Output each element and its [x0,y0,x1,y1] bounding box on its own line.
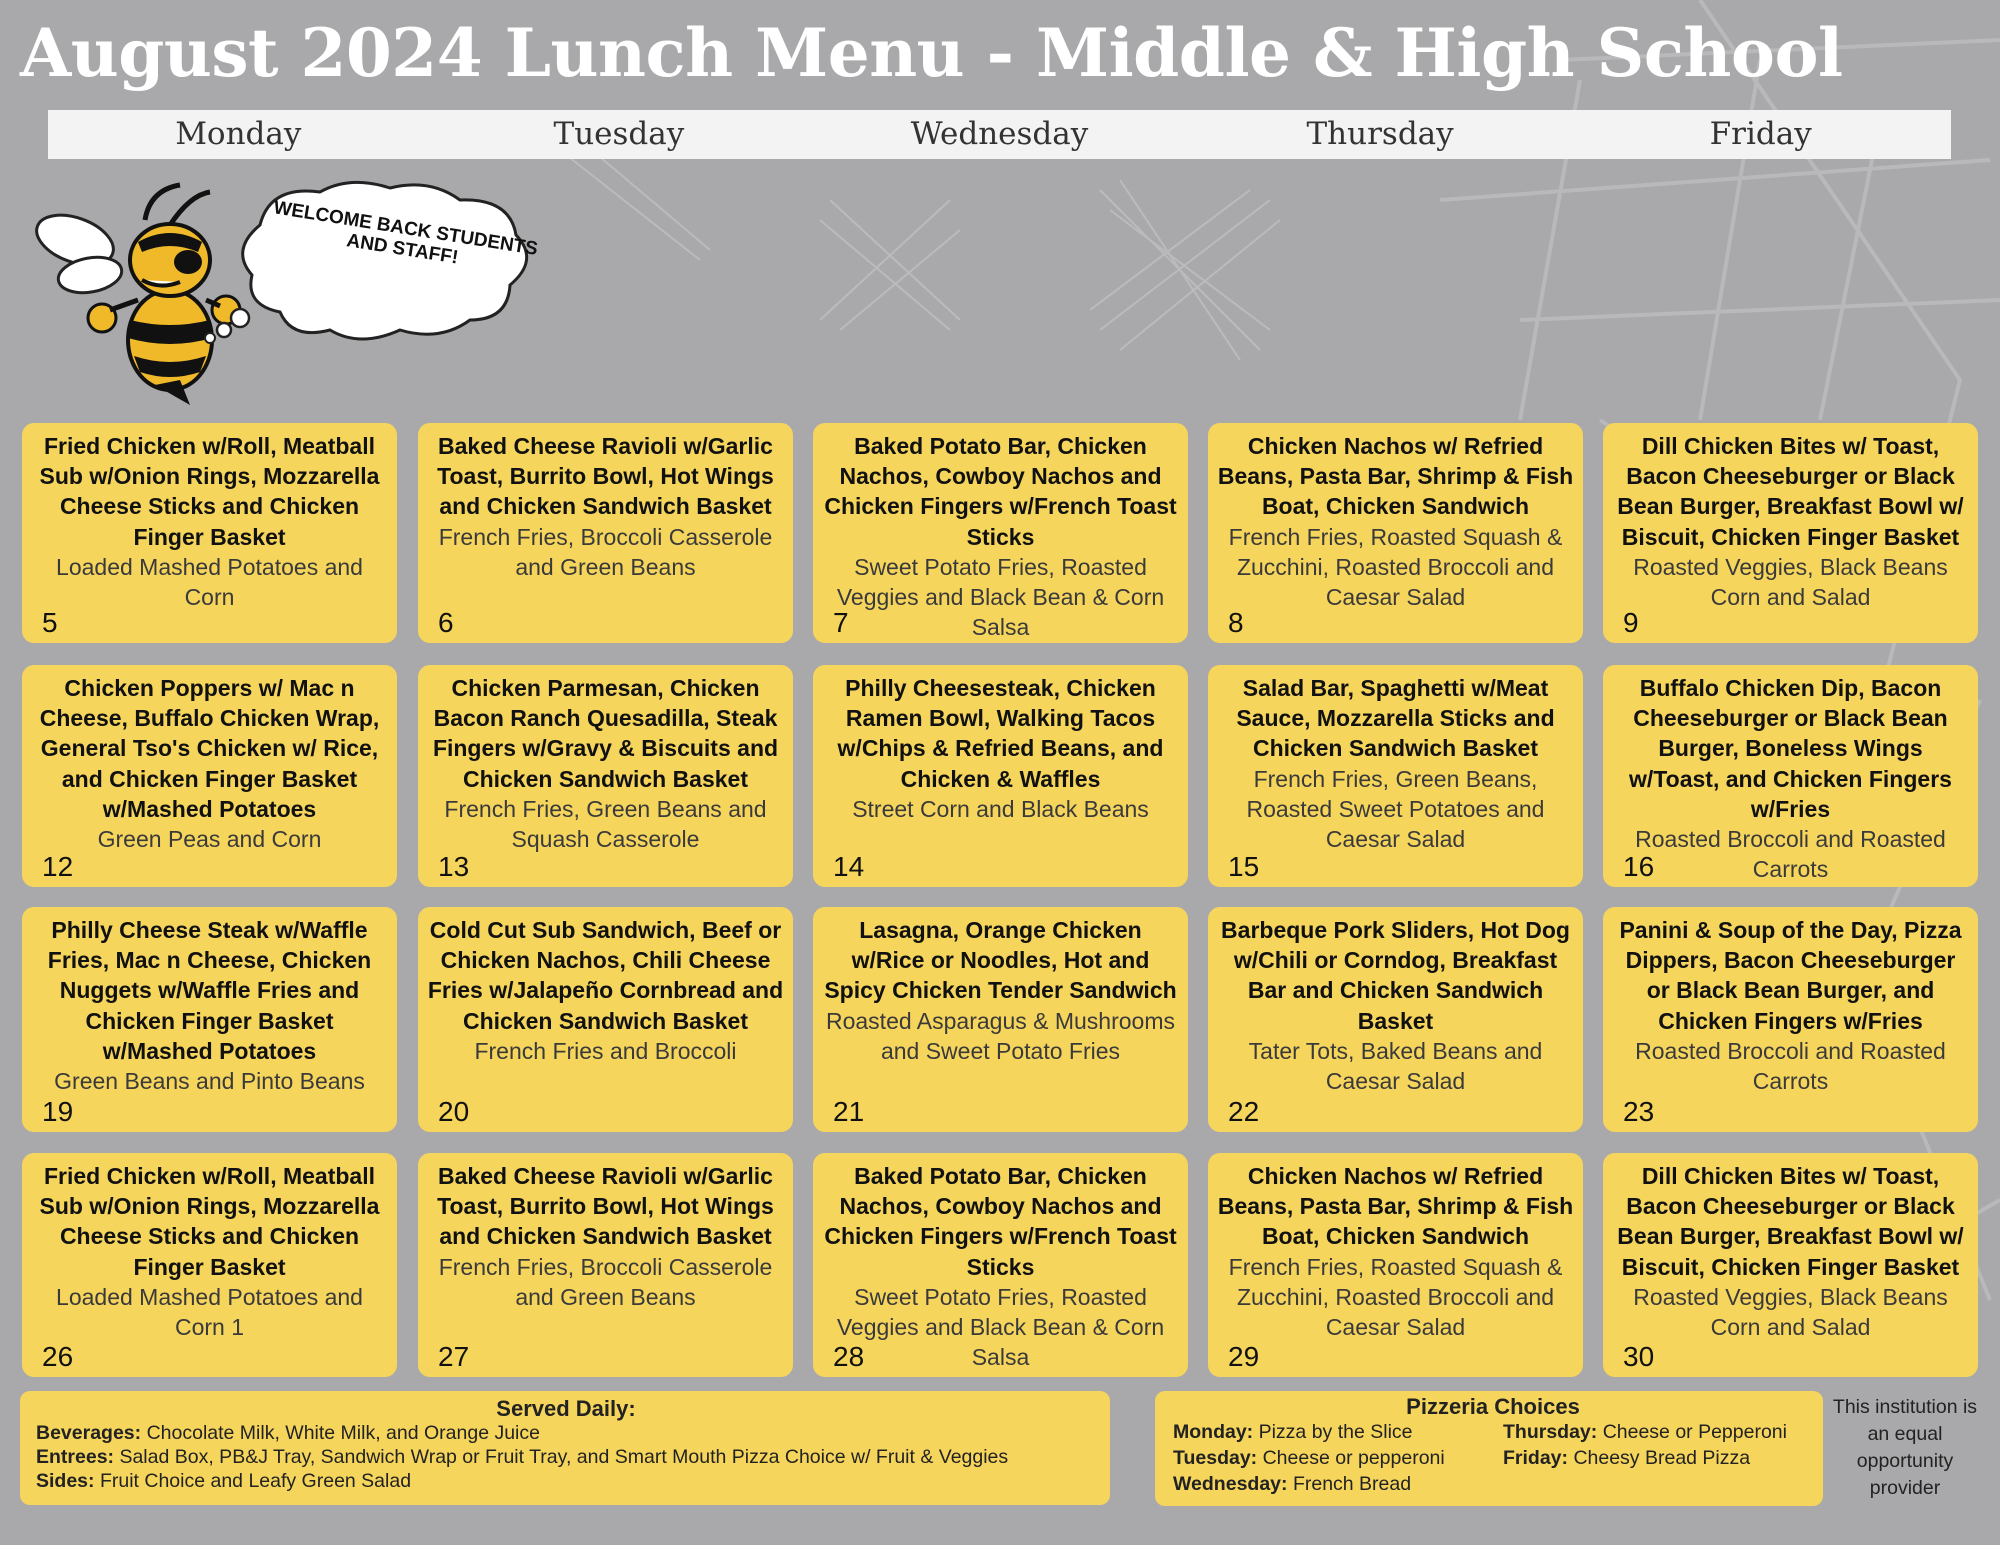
menu-cell [22,1153,397,1377]
thursday-pizza: Cheese or Pepperoni [1602,1421,1787,1443]
sides-text: Sweet Potato Fries, Roasted Veggies and Black Bean & Corn Salsa [836,553,1165,641]
wednesday-pizza: French Bread [1292,1473,1412,1495]
sides-text: French Fries, Green Beans, Roasted Sweet Potatoes and Caesar Salad [1246,765,1545,853]
date-number: 14 [833,851,865,882]
sides-text: Roasted Veggies, Black Beans Corn and Salad [1633,1283,1948,1341]
entrees-text: Chicken Nachos w/ Refried Beans, Pasta Bar, Shrimp & Fish Boat, Chicken Sandwich [1217,1163,1574,1250]
beverages-text: Chocolate Milk, White Milk, and Orange Juice [146,1422,540,1444]
menu-cell [813,665,1188,887]
entrees-label: Entrees: [36,1446,115,1468]
entrees-text: Barbeque Pork Sliders, Hot Dog w/Chili or Corndog, Breakfast Bar and Chicken Sandwich Basket [1221,917,1570,1034]
served-daily-box [20,1391,1110,1505]
entrees-text: Dill Chicken Bites w/ Toast, Bacon Cheeseburger or Black Bean Burger, Breakfast Bowl w/ Biscuit, Chicken Finger Basket [1617,433,1964,550]
tuesday-pizza: Cheese or pepperoni [1262,1447,1445,1469]
sides-text: Tater Tots, Baked Beans and Caesar Salad [1248,1037,1543,1095]
sides-text: Loaded Mashed Potatoes and Corn [56,553,363,611]
pizzeria-choices-box [1155,1391,1823,1506]
date-number: 16 [1623,851,1655,882]
daily-sides-text: Fruit Choice and Leafy Green Salad [99,1470,412,1492]
day-monday: Monday [175,116,302,152]
day-wednesday: Wednesday [910,116,1089,152]
date-number: 12 [42,851,74,882]
menu-cell [1208,665,1583,887]
pizzeria-heading: Pizzeria Choices [1406,1394,1580,1419]
daily-entrees-text: Salad Box, PB&J Tray, Sandwich Wrap or Fruit Tray, and Smart Mouth Pizza Choice w/ Fruit & Veggies [119,1446,1009,1468]
entrees-text: Baked Cheese Ravioli w/Garlic Toast, Burrito Bowl, Hot Wings and Chicken Sandwich Basket [437,433,774,520]
menu-cell [22,423,397,643]
sides-text: French Fries, Green Beans and Squash Casserole [444,795,767,853]
date-number: 22 [1228,1096,1260,1127]
menu-cell [1603,665,1978,887]
menu-cell [813,423,1188,643]
monday-pizza: Pizza by the Slice [1258,1421,1413,1443]
menu-cell [1603,907,1978,1132]
date-number: 7 [833,607,849,638]
date-number: 8 [1228,607,1244,638]
sides-label: Sides: [36,1470,95,1492]
tuesday-label: Tuesday: [1173,1447,1258,1469]
sides-text: Roasted Broccoli and Roasted Carrots [1635,826,1946,883]
menu-cell [1208,907,1583,1132]
sides-text: Roasted Broccoli and Roasted Carrots [1635,1037,1946,1095]
sides-text: French Fries, Broccoli Casserole and Green Beans [438,1253,773,1310]
monday-label: Monday: [1173,1421,1254,1443]
entrees-text: Philly Cheesesteak, Chicken Ramen Bowl, Walking Tacos w/Chips & Refried Beans, and Chicken & Waffles [837,675,1164,792]
sides-line [36,1469,1096,1493]
sides-text: French Fries, Roasted Squash & Zucchini, Roasted Broccoli and Caesar Salad [1228,1253,1563,1341]
menu-cell [418,423,793,643]
entrees-text: Salad Bar, Spaghetti w/Meat Sauce, Mozzarella Sticks and Chicken Sandwich Basket [1236,675,1555,762]
date-number: 19 [42,1096,74,1127]
date-number: 9 [1623,607,1639,638]
thursday-label: Thursday: [1503,1421,1598,1443]
beverages-label: Beverages: [36,1422,142,1444]
day-thursday: Thursday [1306,116,1454,152]
date-number: 5 [42,607,58,638]
sides-text: Green Beans and Pinto Beans [54,1068,365,1095]
date-number: 30 [1623,1341,1655,1372]
entrees-text: Lasagna, Orange Chicken w/Rice or Noodles, Hot and Spicy Chicken Tender Sandwich [824,917,1177,1004]
entrees-text: Baked Potato Bar, Chicken Nachos, Cowboy Nachos and Chicken Fingers w/French Toast Sticks [824,1163,1177,1280]
entrees-text: Chicken Parmesan, Chicken Bacon Ranch Quesadilla, Steak Fingers w/Gravy & Biscuits and Chicken Sandwich Basket [432,675,779,792]
sides-text: Loaded Mashed Potatoes and Corn 1 [56,1283,363,1341]
sides-text: Street Corn and Black Beans [852,795,1149,822]
menu-cell [418,665,793,887]
weekday-header [48,110,1951,159]
date-number: 28 [833,1341,865,1372]
sides-text: French Fries and Broccoli [474,1037,737,1064]
day-friday: Friday [1709,116,1812,152]
sides-text: French Fries, Roasted Squash & Zucchini, Roasted Broccoli and Caesar Salad [1228,523,1563,611]
served-daily-heading: Served Daily: [496,1396,636,1421]
sides-text: Sweet Potato Fries, Roasted Veggies and Black Bean & Corn Salsa [836,1283,1165,1371]
welcome-message: WELCOME BACK STUDENTS AND STAFF! [272,197,540,269]
sides-text: French Fries, Broccoli Casserole and Green Beans [438,523,773,580]
date-number: 26 [42,1341,74,1372]
entrees-text: Fried Chicken w/Roll, Meatball Sub w/Onion Rings, Mozzarella Cheese Sticks and Chicken Finger Basket [39,433,380,550]
menu-cell [1208,423,1583,643]
entrees-text: Baked Potato Bar, Chicken Nachos, Cowboy Nachos and Chicken Fingers w/French Toast Sticks [824,433,1177,550]
entrees-text: Buffalo Chicken Dip, Bacon Cheeseburger or Black Bean Burger, Boneless Wings w/Toast, and Chicken Fingers w/Fries [1629,675,1952,822]
equal-opportunity-statement: This institution is an equal opportunity provider [1832,1396,1978,1499]
date-number: 15 [1228,851,1260,882]
entrees-line [36,1445,1096,1469]
menu-cell [418,907,793,1132]
wednesday-label: Wednesday: [1173,1473,1288,1495]
sides-text: Roasted Asparagus & Mushrooms and Sweet Potato Fries [825,1007,1175,1064]
sides-text: Green Peas and Corn [97,826,322,853]
entrees-text: Cold Cut Sub Sandwich, Beef or Chicken Nachos, Chili Cheese Fries w/Jalapeño Cornbread and Chicken Sandwich Basket [427,917,784,1034]
date-number: 29 [1228,1341,1260,1372]
entrees-text: Dill Chicken Bites w/ Toast, Bacon Cheeseburger or Black Bean Burger, Breakfast Bowl w/ Biscuit, Chicken Finger Basket [1617,1163,1964,1280]
entrees-text: Panini & Soup of the Day, Pizza Dippers, Bacon Cheeseburger or Black Bean Burger, and Chicken Fingers w/Fries [1619,917,1962,1034]
day-tuesday: Tuesday [553,116,685,152]
date-number: 23 [1623,1096,1655,1127]
menu-cell [418,1153,793,1377]
date-number: 21 [833,1096,865,1127]
menu-cell [813,1153,1188,1377]
entrees-text: Chicken Nachos w/ Refried Beans, Pasta Bar, Shrimp & Fish Boat, Chicken Sandwich [1217,433,1574,520]
page-title: August 2024 Lunch Menu - Middle & High School [20,14,1843,92]
menu-cell [813,907,1188,1132]
date-number: 27 [438,1341,470,1372]
entrees-text: Philly Cheese Steak w/Waffle Fries, Mac n Cheese, Chicken Nuggets w/Waffle Fries and Chicken Finger Basket w/Mashed Potatoes [47,917,372,1064]
menu-cell [22,665,397,887]
sides-text: Roasted Veggies, Black Beans Corn and Salad [1633,553,1948,611]
date-number: 20 [438,1096,470,1127]
menu-cell [1208,1153,1583,1377]
date-number: 6 [438,607,454,638]
friday-label: Friday: [1503,1447,1569,1469]
beverages-line [36,1421,1096,1445]
menu-cell [22,907,397,1132]
entrees-text: Fried Chicken w/Roll, Meatball Sub w/Onion Rings, Mozzarella Cheese Sticks and Chicken Finger Basket [39,1163,380,1280]
menu-cell [1603,1153,1978,1377]
friday-pizza: Cheesy Bread Pizza [1573,1447,1751,1469]
menu-cell [1603,423,1978,643]
date-number: 13 [438,851,470,882]
entrees-text: Chicken Poppers w/ Mac n Cheese, Buffalo Chicken Wrap, General Tso's Chicken w/ Rice, and Chicken Finger Basket w/Mashed Potatoes [39,675,380,822]
entrees-text: Baked Cheese Ravioli w/Garlic Toast, Burrito Bowl, Hot Wings and Chicken Sandwich Basket [437,1163,774,1250]
